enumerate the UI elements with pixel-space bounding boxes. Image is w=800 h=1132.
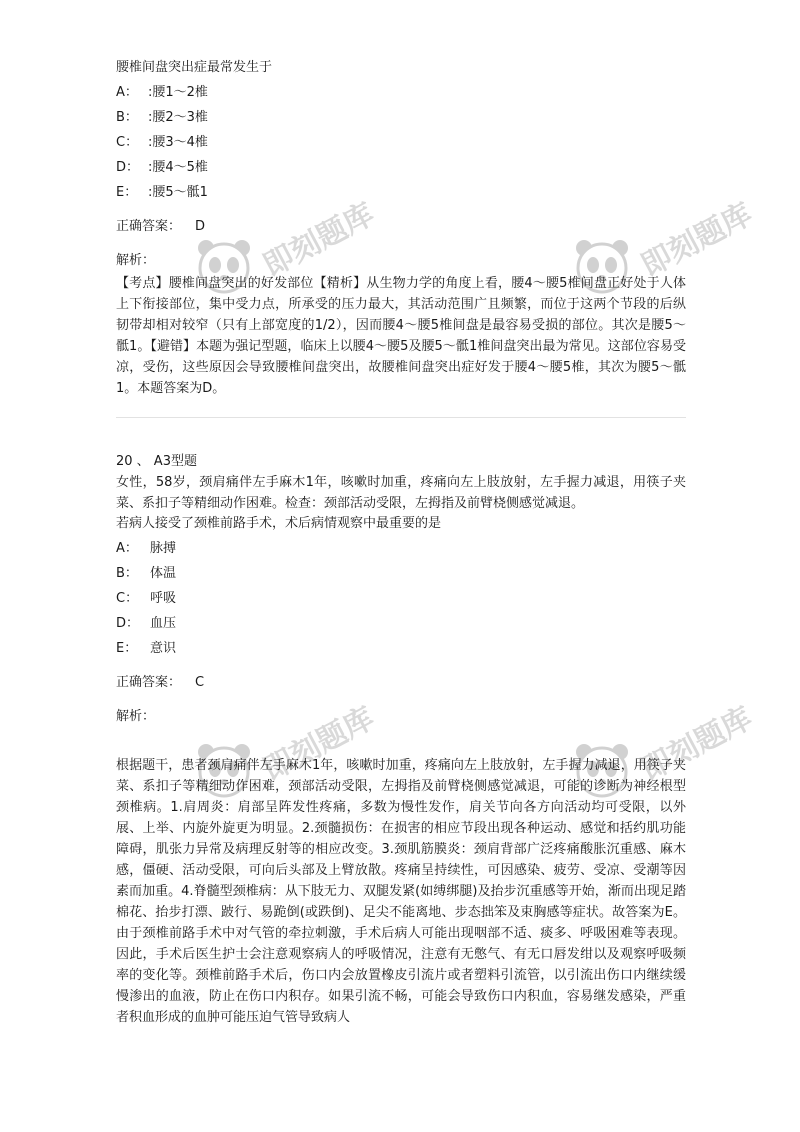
question-stem: 腰椎间盘突出症最常发生于 (116, 60, 273, 75)
watermark-text: 即刻题库 (257, 700, 381, 788)
question-stem: 若病人接受了颈椎前路手术，术后病情观察中最重要的是 (116, 516, 442, 531)
option-text: 呼吸 (150, 591, 177, 606)
analysis-text: 【考点】腰椎间盘突出的好发部位【精析】从生物力学的角度上看，腰4～腰5椎间盘正好处于人体上下衔接部位，集中受力点，所承受的压力最大，其活动范围广且频繁，而位于这两个节段的后纵韧带却相对较窄（只有上部宽度的1/2），因而腰4～腰5椎间盘是最容易受损的部位。其次是腰5～骶1。【避错】本题为强记型题，临床上以腰4～腰5及腰5～骶1椎间盘突出最为常见。这部位容易受凉，受伤，这些原因会导致腰椎间盘突出，故腰椎间盘突出症好发于腰4～腰5椎，其次为腰5～骶1。本题答案为D。 (116, 276, 686, 396)
question-20 (116, 452, 686, 1028)
option-key: B： (116, 566, 138, 581)
option-b (116, 564, 686, 584)
option-text: :腰5～骶1 (148, 185, 208, 200)
option-d (116, 158, 686, 178)
option-text: :腰4～5椎 (148, 160, 208, 175)
option-e (116, 639, 686, 659)
option-text: 脉搏 (150, 541, 177, 556)
answer-value: C (195, 675, 205, 690)
answer-label: 正确答案： (116, 219, 182, 234)
answer-label: 正确答案： (116, 675, 182, 690)
option-key: D： (116, 160, 140, 175)
analysis-text: 根据题干，患者颈肩痛伴左手麻木1年，咳嗽时加重，疼痛向左上肢放射，左手握力减退，用筷子夹菜、系扣子等精细动作困难，颈部活动受限，左拇指及前臂桡侧感觉减退，可能的诊断为神经根型颈椎病。1.肩周炎：肩部呈阵发性疼痛，多数为慢性发作，肩关节向各方向活动均可受限，以外展、上举、内旋外旋更为明显。2.颈髓损伤：在损害的相应节段出现各种运动、感觉和括约肌功能障碍，肌张力异常及病理反射等的相应改变。3.颈肌筋膜炎：颈肩背部广泛疼痛酸胀沉重感、麻木感，僵硬、活动受限，可向后头部及上臂放散。疼痛呈持续性，可因感染、疲劳、受凉、受潮等因素而加重。4.脊髓型颈椎病：从下肢无力、双腿发紧(如缚绑腿)及抬步沉重感等开始，渐而出现足踏棉花、抬步打漂、跛行、易跪倒(或跌倒)、足尖不能离地、步态拙笨及束胸感等症状。故答案为E。由于颈椎前路手术中对气管的牵拉刺激，手术后病人可能出现咽部不适、痰多、呼吸困难等表现。因此，手术后医生护士会注意观察病人的呼吸情况，注意有无憋气、有无口唇发绀以及观察呼吸频率的变化等。颈椎前路手术后，伤口内会放置橡皮引流片或者塑料引流管，以引流出伤口内继续缓慢渗出的血液，防止在伤口内积存。如果引流不畅，可能会导致伤口内积血，容易继发感染，严重者积血形成的血肿可能压迫气管导致病人 (116, 758, 686, 1025)
option-text: 血压 (150, 616, 177, 631)
option-key: C： (116, 135, 139, 150)
answer-value: D (195, 219, 206, 234)
option-text: 体温 (150, 566, 177, 581)
option-b (116, 108, 686, 128)
option-a (116, 83, 686, 103)
correct-answer (116, 217, 686, 237)
watermark-text: 即刻题库 (257, 196, 381, 284)
spacer (116, 727, 686, 753)
question-number: 20 、 A3型题 (116, 454, 197, 469)
option-text: :腰2～3椎 (148, 110, 208, 125)
case-description: 女性，58岁，颈肩痛伴左手麻木1年，咳嗽时加重，疼痛向左上肢放射，左手握力减退，用筷子夹菜、系扣子等精细动作困难。检查：颈部活动受限，左拇指及前臂桡侧感觉减退。 (116, 475, 686, 511)
option-e (116, 183, 686, 203)
option-key: E： (116, 641, 138, 656)
option-key: B： (116, 110, 138, 125)
option-key: D： (116, 616, 140, 631)
document-page (116, 58, 686, 1028)
option-text: :腰1～2椎 (148, 85, 208, 100)
question-19 (116, 58, 686, 399)
option-c (116, 589, 686, 609)
option-text: 意识 (150, 641, 177, 656)
option-key: E： (116, 185, 138, 200)
option-c (116, 133, 686, 153)
watermark-text: 即刻题库 (635, 196, 759, 284)
option-a (116, 539, 686, 559)
option-text: :腰3～4椎 (148, 135, 208, 150)
option-key: A： (116, 541, 138, 556)
correct-answer (116, 673, 686, 693)
option-d (116, 614, 686, 634)
analysis-label: 解析： (116, 253, 156, 268)
section-divider (116, 417, 686, 418)
analysis-label: 解析： (116, 709, 156, 724)
option-key: C： (116, 591, 139, 606)
watermark-text: 即刻题库 (635, 700, 759, 788)
option-key: A： (116, 85, 138, 100)
